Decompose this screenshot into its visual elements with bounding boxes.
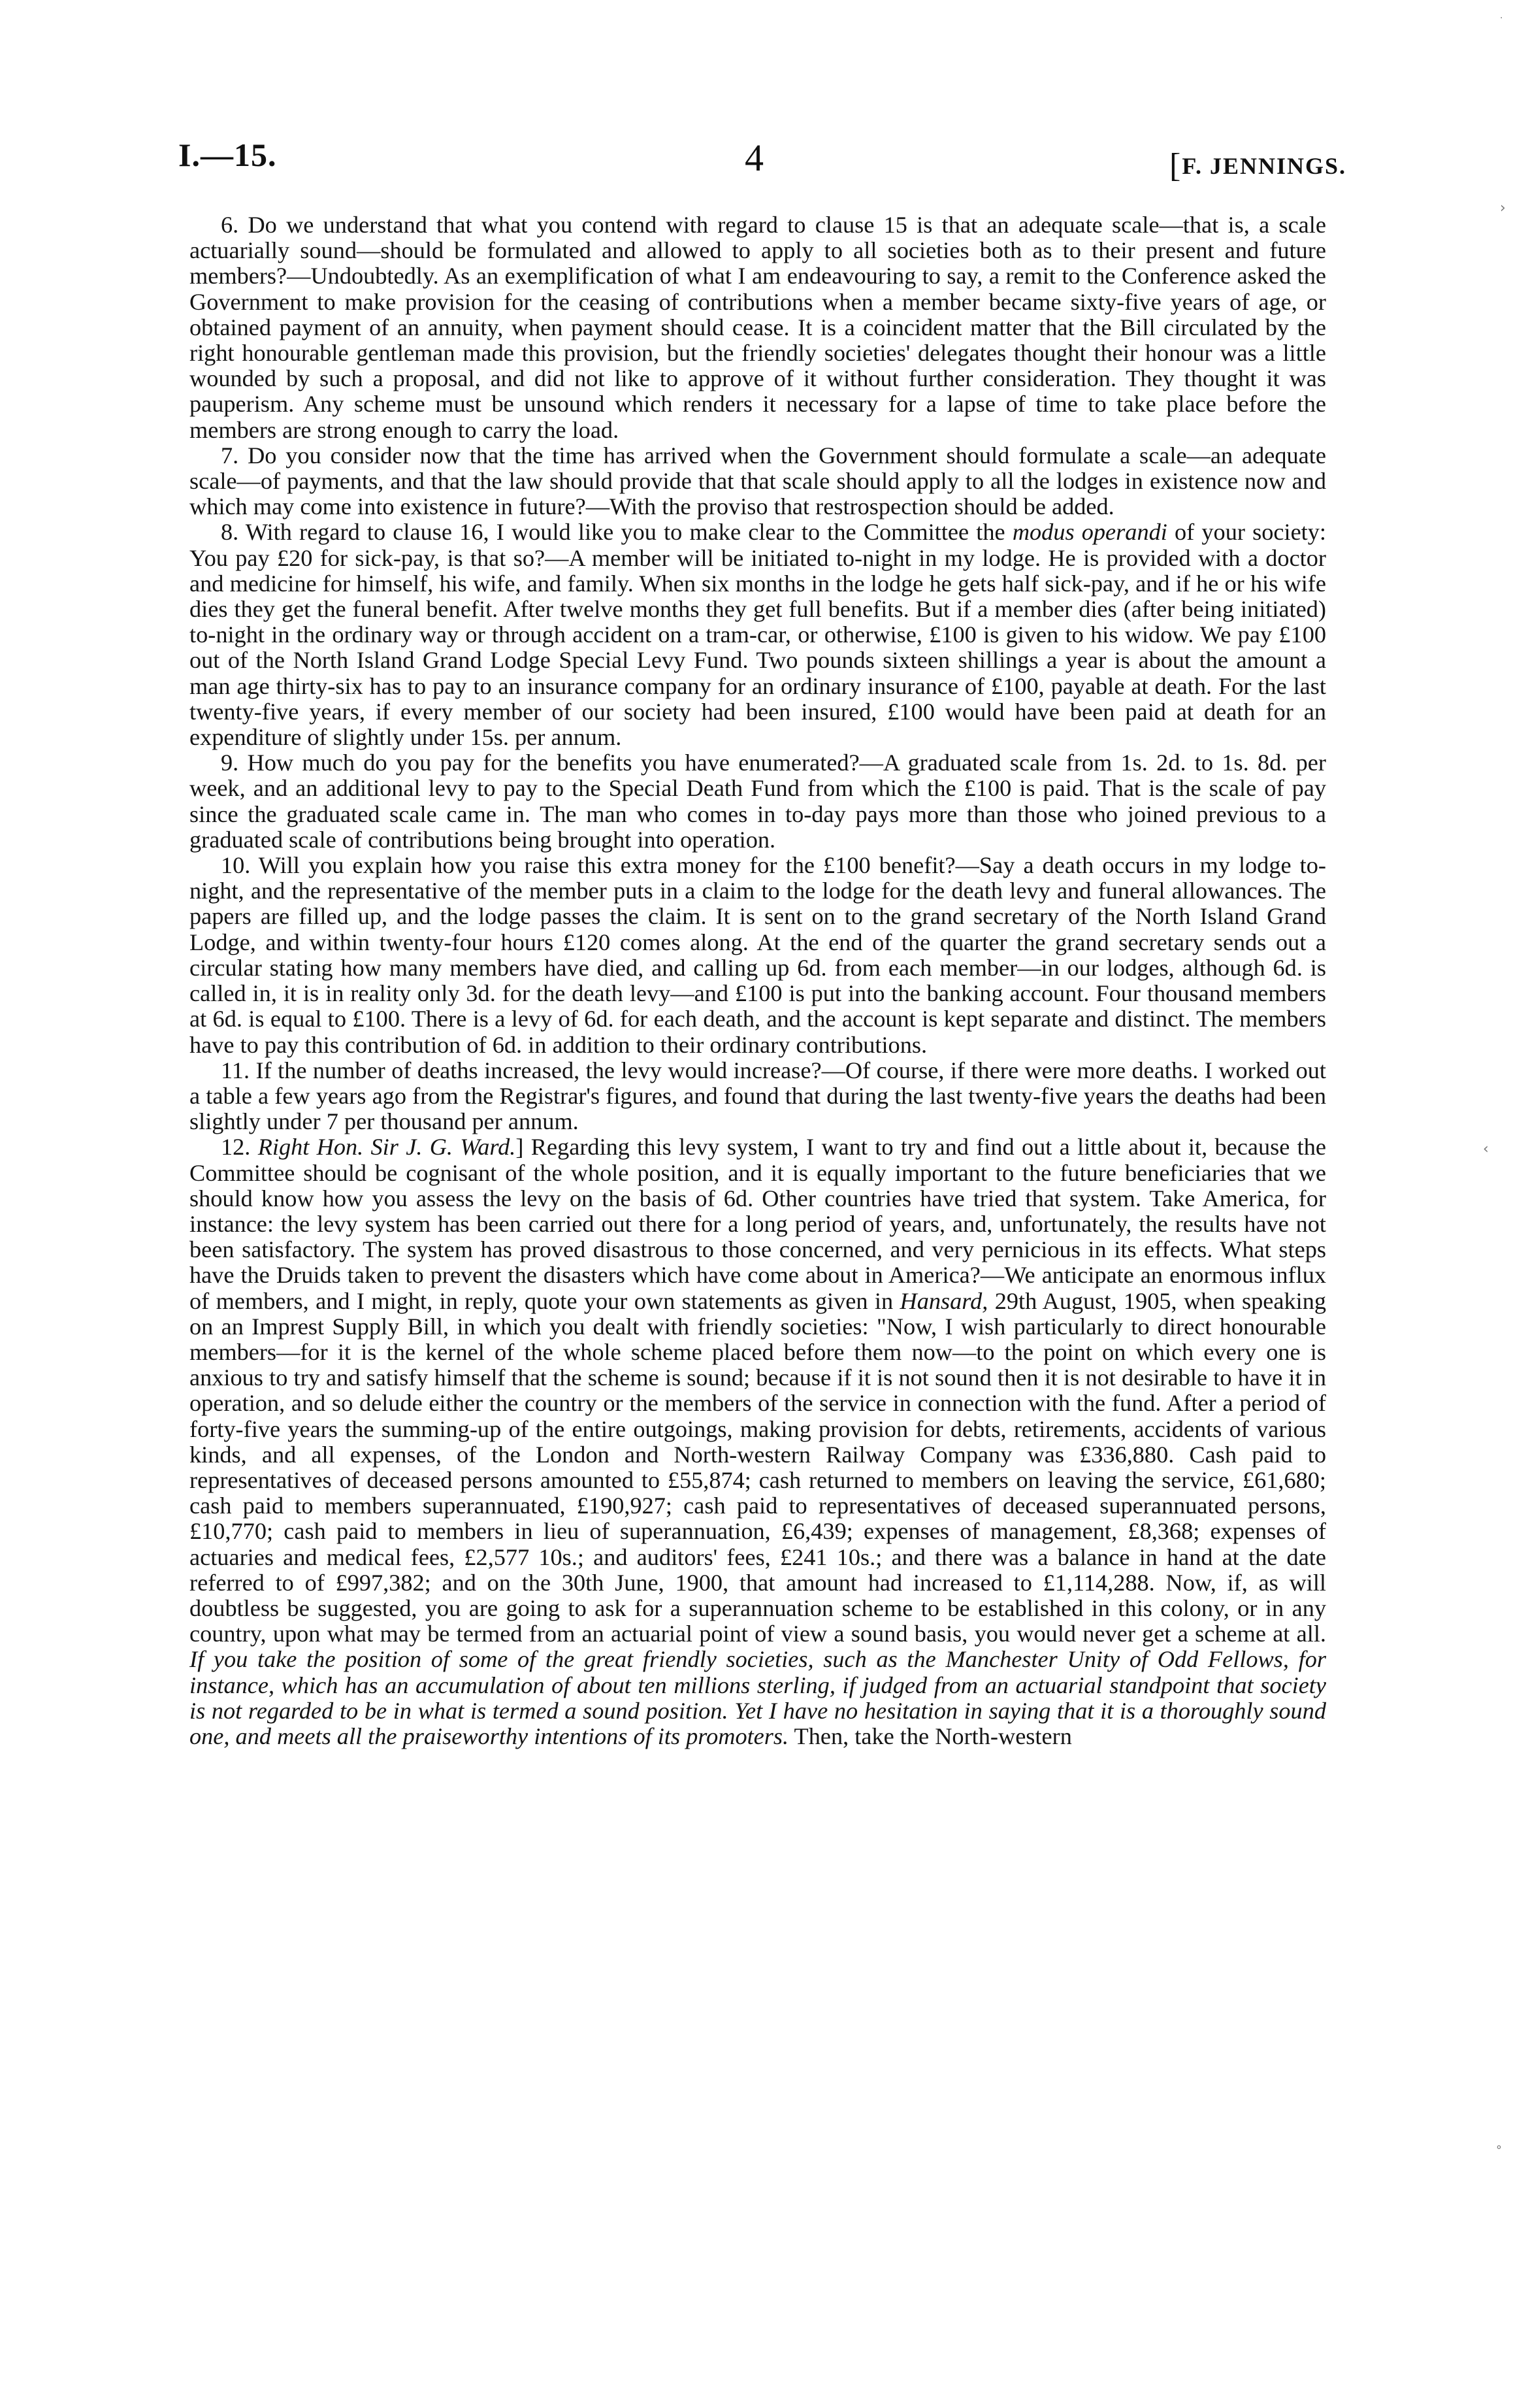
opening-bracket: [	[1169, 147, 1182, 184]
italic-text: Hansard,	[900, 1287, 988, 1314]
document-reference: I.—15.	[178, 137, 277, 173]
paragraph	[189, 212, 1326, 443]
page-header	[0, 136, 1528, 188]
scan-speck: ‹	[1483, 1141, 1489, 1157]
text-run: 10. Will you explain how you raise this extra money for the £100 benefit?—Say a death occurs in my lodge to-night, and the representative of the member puts in a claim to the lodge for the death levy and funeral allowances. The papers are filled up, and the lodge passes the claim. It is sent on to the grand secretary of the North Island Grand Lodge, and within twenty-four hours £120 comes along. At the end of the quarter the grand secretary sends out a circular stating how many members have died, and calling up 6d. from each member—in our lodges, although 6d. is called in, it is in reality only 3d. for the death levy—and £100 is put into the banking account. Four thousand members at 6d. is equal to £100. There is a levy of 6d. for each death, and the account is kept separate and distinct. The members have to pay this contribution of 6d. in addition to their ordinary contributions.	[189, 852, 1326, 1058]
page-body	[189, 212, 1326, 1749]
italic-text: Right Hon. Sir J. G. Ward.	[257, 1134, 516, 1161]
text-run: 7. Do you consider now that the time has arrived when the Government should formulate a scale—an adequate scale—of payments, and that the law should provide that that scale should apply to all the lodges in existence now and which may come into existence in future?—With the proviso that restrospection should be added.	[189, 442, 1326, 520]
text-run: 11. If the number of deaths increased, the levy would increase?—Of course, if there were more deaths. I worked out a table a few years ago from the Registrar's figures, and found that during the last twenty-five years the deaths had been slightly under 7 per thousand per annum.	[189, 1057, 1326, 1135]
scan-speck: °	[1496, 2143, 1502, 2157]
paragraph	[189, 520, 1326, 750]
text-run: 12.	[221, 1134, 258, 1161]
paragraph	[189, 853, 1326, 1058]
text-run: of your society: You pay £20 for sick-pay, is that so?—A member will be initiated to-night in my lodge. He is provided with a doctor and medicine for himself, his wife, and family. When six months in the lodge he gets half sick-pay, and if he or his wife dies they get the funeral benefit. After twelve months they get full benefits. But if a member dies (after being initiated) to-night in the ordinary way or through accident on a tram-car, or otherwise, £100 is given to his widow. We pay £100 out of the North Island Grand Lodge Special Levy Fund. Two pounds sixteen shillings a year is about the amount a man age thirty-six has to pay to an insurance company for an ordinary insurance of £100, payable at death. For the last twenty-five years, if every member of our society had been insured, £100 would have been paid at death for an expenditure of slightly under 15s. per annum.	[189, 519, 1326, 751]
paragraph	[189, 1058, 1326, 1135]
text-run: Then, take the North-western	[788, 1723, 1072, 1749]
page-number: 4	[745, 137, 764, 179]
text-run: 6. Do we understand that what you contend with regard to clause 15 is that an adequate scale—that is, a scale actuarially sound—should be formulated and allowed to apply to all societies both as to their present and future members?—Undoubtedly. As an exemplification of what I am endeavouring to say, a remit to the Conference asked the Government to make provision for the ceasing of contributions when a member became sixty-five years of age, or obtained payment of an annuity, when payment should cease. It is a coincident matter that the Bill circulated by the right honourable gentleman made this provision, but the friendly societies' delegates thought their honour was a little wounded by such a proposal, and did not like to approve of it without further consideration. They thought it was pauperism. Any scheme must be unsound which renders it necessary for a lapse of time to take place before the members are strong enough to carry the load.	[189, 212, 1326, 443]
paragraph	[189, 750, 1326, 853]
text-run: 8. With regard to clause 16, I would like you to make clear to the Committee the	[221, 519, 1013, 546]
paragraph	[189, 1134, 1326, 1749]
italic-text: If you take the position of some of the great friendly societies, such as the Manchester Unity of Odd Fellows, for instance, which has an accumulation of about ten millions sterling, if judged from an actuarial standpoint that society is not regarded to be in what is termed a sound position. Yet I have no hesitation in saying that it is a thoroughly sound one, and meets all the praiseworthy intentions of its promoters.	[189, 1646, 1326, 1749]
witness-name	[1169, 144, 1346, 182]
scan-speck: ·	[1500, 13, 1503, 24]
text-run: 9. How much do you pay for the benefits you have enumerated?—A graduated scale from 1s. 2d. to 1s. 8d. per week, and an additional levy to pay to the Special Death Fund from which the £100 is paid. That is the scale of pay since the graduated scale came in. The man who comes in to-day pays more than those who joined previous to a graduated scale of contributions being brought into operation.	[189, 750, 1326, 853]
italic-text: modus operandi	[1012, 519, 1167, 546]
witness-name-text: F. JENNINGS.	[1182, 153, 1347, 179]
paragraph	[189, 443, 1326, 520]
text-run: 29th August, 1905, when speaking on an Imprest Supply Bill, in which you dealt with friendly societies: "Now, I wish particularly to direct honourable members—for it is the kernel of the whole scheme placed before them now—to the point on which every one is anxious to try and satisfy himself that the scheme is sound; because if it is not sound then it is not desirable to have it in operation, and so delude either the country or the members of the service in connection with the fund. After a period of forty-five years the summing-up of the entire outgoings, making provision for debts, retirements, accidents of various kinds, and all expenses, of the London and North-western Railway Company was £336,880. Cash paid to representatives of deceased persons amounted to £55,874; cash returned to members on leaving the service, £61,680; cash paid to members superannuated, £190,927; cash paid to representatives of deceased superannuated persons, £10,770; cash paid to members in lieu of superannuation, £6,439; expenses of management, £8,368; expenses of actuaries and medical fees, £2,577 10s.; and auditors' fees, £241 10s.; and there was a balance in hand at the date referred to of £997,382; and on the 30th June, 1900, that amount had increased to £1,114,288. Now, if, as will doubtless be suggested, you are going to ask for a superannuation scheme to be established in this colony, or in any country, upon what may be termed from an actuarial point of view a sound basis, you would never get a scheme at all.	[189, 1287, 1327, 1647]
text-run: ] Regarding this levy system, I want to try and find out a little about it, because the Committee should be cognisant of the whole position, and it is equally important to the future beneficiaries that we should know how you assess the levy on the basis of 6d. Other countries have tried that system. Take America, for instance: the levy system has been carried out there for a long period of years, and, unfortunately, the results have not been satisfactory. The system has proved disastrous to those concerned, and very pernicious in its effects. What steps have the Druids taken to prevent the disasters which have come about in America?—We anticipate an enormous influx of members, and I might, in reply, quote your own statements as given in	[189, 1134, 1326, 1314]
scan-speck: ›	[1500, 200, 1506, 216]
